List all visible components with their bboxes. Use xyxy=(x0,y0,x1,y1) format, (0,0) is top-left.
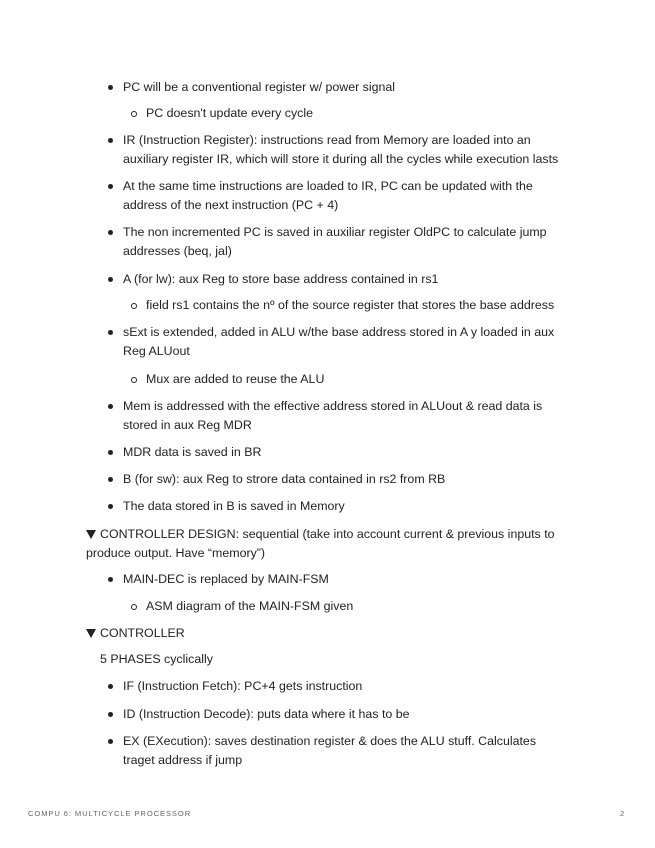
toggle-triangle-icon[interactable] xyxy=(86,629,96,638)
bullet-sext-line2: Reg ALUout xyxy=(123,344,190,358)
bullet-b-memory: The data stored in B is saved in Memory xyxy=(123,499,345,513)
bullet-pc-register: PC will be a conventional register w/ power signal xyxy=(123,80,396,94)
bullet-ir-line2: auxiliary register IR, which will store it during all the cycles while execution lasts xyxy=(123,152,559,166)
bullet-oldpc-line2: addresses (beq, jal) xyxy=(123,244,232,258)
toggle-triangle-icon[interactable] xyxy=(86,530,96,539)
sub-bullet-circle xyxy=(131,604,137,610)
sub-bullet-circle xyxy=(131,111,137,117)
controller-heading: CONTROLLER xyxy=(100,626,185,640)
sub-bullet-circle xyxy=(131,303,137,309)
sub-bullet-asm: ASM diagram of the MAIN-FSM given xyxy=(146,599,354,613)
controller-intro: 5 PHASES cyclically xyxy=(100,652,213,666)
bullet-dot xyxy=(108,277,113,282)
bullet-mem-line1: Mem is addressed with the effective address stored in ALUout & read data is xyxy=(123,399,543,413)
bullet-ir-line1: IR (Instruction Register): instructions read from Memory are loaded into an xyxy=(123,133,531,147)
sub-bullet-circle xyxy=(131,377,137,383)
page-number: 2 xyxy=(620,809,625,818)
bullet-dot xyxy=(108,230,113,235)
phase-id: ID (Instruction Decode): puts data where it has to be xyxy=(123,707,410,721)
bullet-same-time-line1: At the same time instructions are loaded to IR, PC can be updated with the xyxy=(123,179,533,193)
bullet-mem-line2: stored in aux Reg MDR xyxy=(123,418,252,432)
bullet-main-dec: MAIN-DEC is replaced by MAIN-FSM xyxy=(123,572,329,586)
bullet-dot xyxy=(108,684,113,689)
bullet-a-lw: A (for lw): aux Reg to store base address contained in rs1 xyxy=(123,272,439,286)
bullet-dot xyxy=(108,184,113,189)
bullet-oldpc-line1: The non incremented PC is saved in auxiliar register OldPC to calculate jump xyxy=(123,225,547,239)
bullet-dot xyxy=(108,330,113,335)
phase-if: IF (Instruction Fetch): PC+4 gets instruction xyxy=(123,679,363,693)
phase-ex-line1: EX (EXecution): saves destination register & does the ALU stuff. Calculates xyxy=(123,734,537,748)
sub-bullet-rs1: field rs1 contains the nº of the source register that stores the base address xyxy=(146,298,555,312)
sub-bullet-mux: Mux are added to reuse the ALU xyxy=(146,372,325,386)
bullet-dot xyxy=(108,577,113,582)
bullet-same-time-line2: address of the next instruction (PC + 4) xyxy=(123,198,339,212)
footer-title: COMPU 6: MULTICYCLE PROCESSOR xyxy=(28,809,192,818)
bullet-dot xyxy=(108,477,113,482)
phase-ex-line2: traget address if jump xyxy=(123,753,243,767)
bullet-sext-line1: sExt is extended, added in ALU w/the base address stored in A y loaded in aux xyxy=(123,325,555,339)
bullet-dot xyxy=(108,504,113,509)
bullet-dot xyxy=(108,450,113,455)
sub-bullet-pc-update: PC doesn't update every cycle xyxy=(146,106,313,120)
controller-design-heading-line2: produce output. Have “memory”) xyxy=(86,546,266,560)
bullet-mdr: MDR data is saved in BR xyxy=(123,445,262,459)
bullet-dot xyxy=(108,85,113,90)
bullet-dot xyxy=(108,138,113,143)
bullet-b-sw: B (for sw): aux Reg to strore data contained in rs2 from RB xyxy=(123,472,446,486)
bullet-dot xyxy=(108,712,113,717)
bullet-dot xyxy=(108,404,113,409)
bullet-dot xyxy=(108,739,113,744)
controller-design-heading-line1: CONTROLLER DESIGN: sequential (take into account current & previous inputs to xyxy=(100,527,555,541)
